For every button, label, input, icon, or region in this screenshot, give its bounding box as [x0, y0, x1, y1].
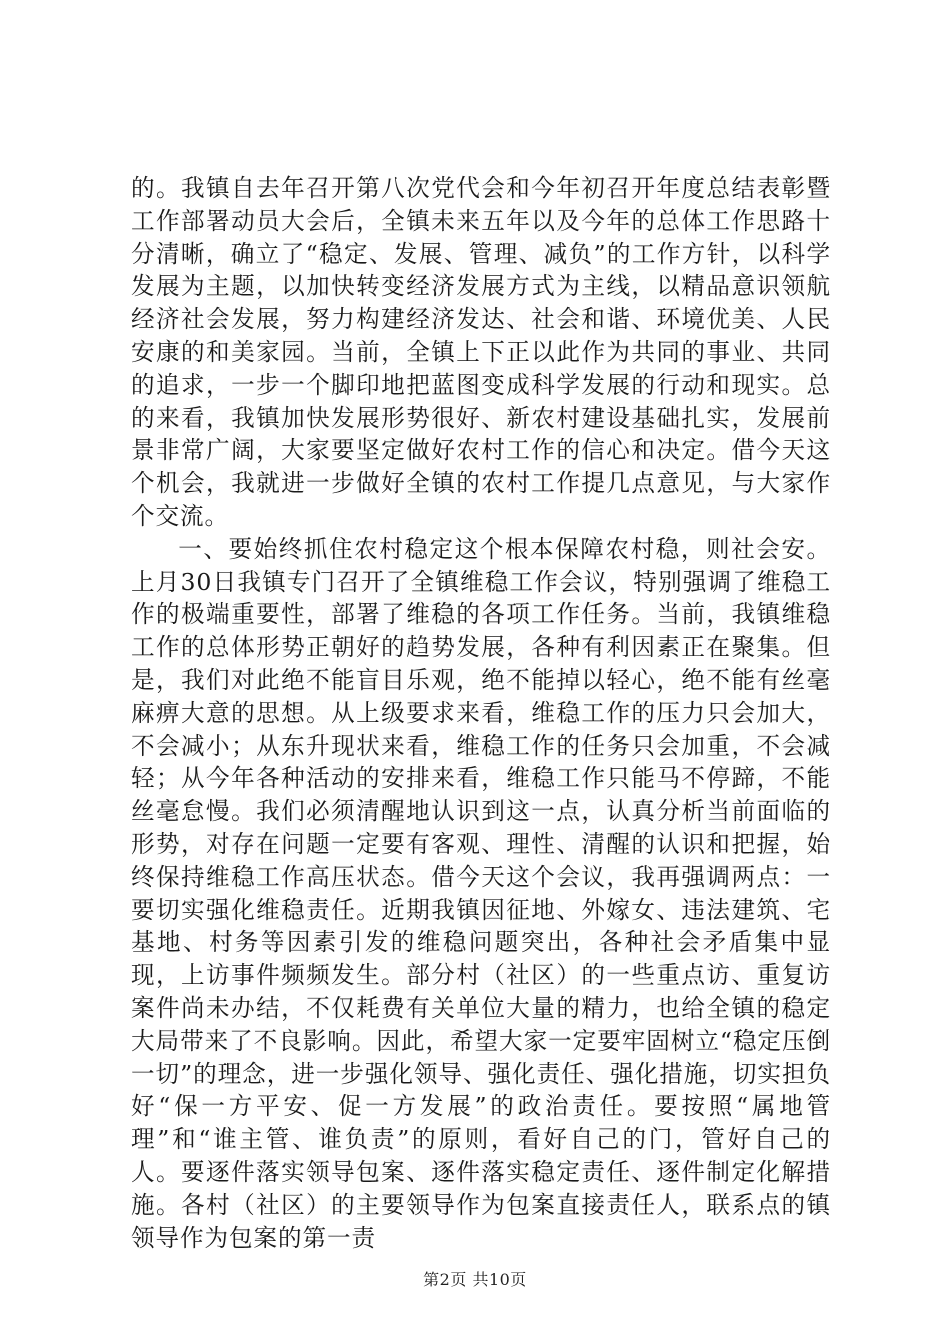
- page-number-footer: 第2页 共10页: [423, 1270, 527, 1289]
- paragraph-section-one: 一、要始终抓住农村稳定这个根本保障农村稳，则社会安。上月30日我镇专门召开了全镇维稳工作会议，特别强调了维稳工作的极端重要性，部署了维稳的各项工作任务。当前，我镇维稳工作的总体形势正朝好的趋势发展，各种有利因素正在聚集。但是，我们对此绝不能盲目乐观，绝不能掉以轻心，绝不能有丝毫麻痹大意的思想。从上级要求来看，维稳工作的压力只会加大，不会减小；从东升现状来看，维稳工作的任务只会加重，不会减轻；从今年各种活动的安排来看，维稳工作只能马不停蹄，不能丝毫怠慢。我们必须清醒地认识到这一点，认真分析当前面临的形势，对存在问题一定要有客观、理性、清醒的认识和把握，始终保持维稳工作高压状态。借今天这个会议，我再强调两点：一要切实强化维稳责任。近期我镇因征地、外嫁女、违法建筑、宅基地、村务等因素引发的维稳问题突出，各种社会矛盾集中显现，上访事件频频发生。部分村（社区）的一些重点访、重复访案件尚未办结，不仅耗费有关单位大量的精力，也给全镇的稳定大局带来了不良影响。因此，希望大家一定要牢固树立“稳定压倒一切”的理念，进一步强化领导、强化责任、强化措施，切实担负好“保一方平安、促一方发展”的政治责任。要按照“属地管理”和“谁主管、谁负责”的原则，看好自己的门，管好自己的人。要逐件落实领导包案、逐件落实稳定责任、逐件制定化解措施。各村（社区）的主要领导作为包案直接责任人，联系点的镇领导作为包案的第一责: [131, 534, 831, 1252]
- document-body: [131, 172, 831, 1254]
- paragraph-continuation: 的。我镇自去年召开第八次党代会和今年初召开年度总结表彰暨工作部署动员大会后，全镇未来五年以及今年的总体工作思路十分清晰，确立了“稳定、发展、管理、减负”的工作方针，以科学发展为主题，以加快转变经济发展方式为主线，以精品意识领航经济社会发展，努力构建经济发达、社会和谐、环境优美、人民安康的和美家园。当前，全镇上下正以此作为共同的事业、共同的追求，一步一个脚印地把蓝图变成科学发展的行动和现实。总的来看，我镇加快发展形势很好、新农村建设基础扎实，发展前景非常广阔，大家要坚定做好农村工作的信心和决定。借今天这个机会，我就进一步做好全镇的农村工作提几点意见，与大家作个交流。: [131, 174, 831, 530]
